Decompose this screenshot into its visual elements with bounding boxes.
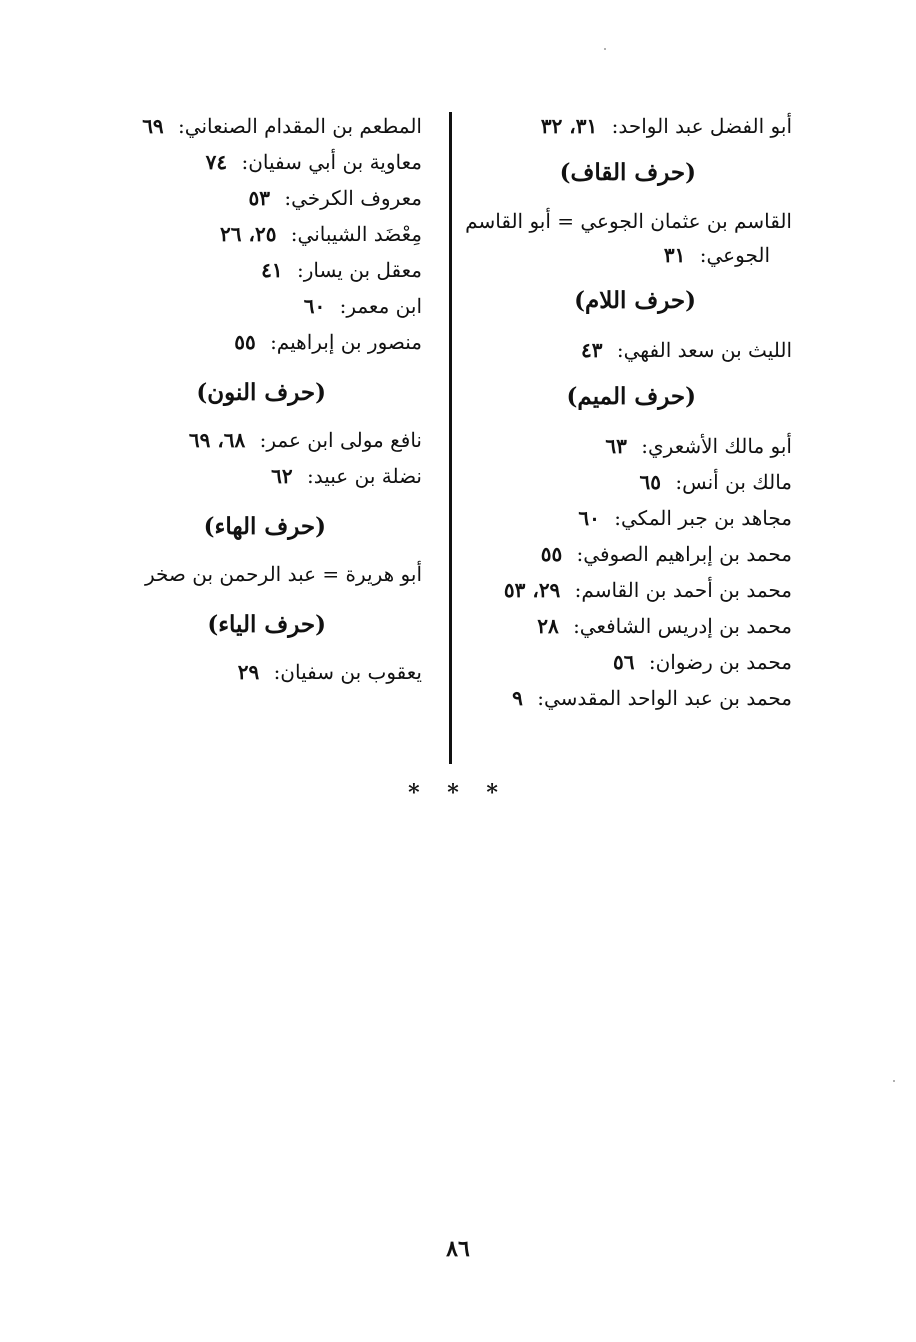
- index-entry: [452, 204, 792, 272]
- entry-pages: ٥٦: [613, 650, 635, 674]
- entry-pages: ٦٥: [639, 470, 662, 494]
- entry-name: أبو هريرة = عبد الرحمن بن صخر: [144, 562, 422, 586]
- entry-pages: ٩: [512, 686, 523, 710]
- entry-name: محمد بن إبراهيم الصوفي:: [576, 542, 792, 566]
- entry-pages: ٤٣: [581, 338, 603, 362]
- section-heading: (حرف الهاء): [203, 513, 326, 540]
- entry-name: منصور بن إبراهيم:: [270, 330, 422, 354]
- index-entry: [452, 464, 792, 500]
- index-entry: [82, 324, 422, 360]
- section-heading: (حرف الميم): [566, 383, 696, 410]
- entry-pages: ٥٥: [540, 542, 563, 566]
- entry-name: محمد بن عبد الواحد المقدسي:: [537, 686, 792, 710]
- column-divider: [449, 112, 452, 764]
- entry-pages: ٦٨، ٦٩: [188, 428, 246, 452]
- index-entry: [82, 458, 422, 494]
- section-separator: * * *: [408, 780, 508, 806]
- section-heading: (حرف اللام): [574, 287, 696, 314]
- index-column-right: [452, 108, 792, 716]
- index-entry: [452, 500, 792, 536]
- index-entry: [82, 180, 422, 216]
- scan-speck: [893, 1080, 895, 1082]
- index-entry: [452, 680, 792, 716]
- entry-pages: ٢٨: [537, 614, 559, 638]
- index-entry: [452, 572, 792, 608]
- index-entry: [82, 288, 422, 324]
- section-lam: [452, 286, 792, 368]
- index-column-left: [82, 108, 422, 690]
- index-entry: [452, 644, 792, 680]
- entry-pages: ٣١، ٣٢: [540, 114, 598, 138]
- entry-pages: ٢٩: [237, 660, 260, 684]
- scan-speck: [604, 48, 606, 50]
- index-entry: [82, 108, 422, 144]
- entry-name: مالك بن أنس:: [675, 470, 792, 494]
- entry-name: مجاهد بن جبر المكي:: [614, 506, 792, 530]
- index-entry: [452, 332, 792, 368]
- entry-name: الليث بن سعد الفهي:: [616, 338, 792, 362]
- entry-name: محمد بن أحمد بن القاسم:: [574, 578, 792, 602]
- index-entry: [452, 108, 792, 144]
- entry-name: الجوعي:: [699, 243, 770, 267]
- entry-name: محمد بن رضوان:: [648, 650, 792, 674]
- entry-pages: ٤١: [261, 258, 283, 282]
- section-heading: (حرف القاف): [559, 159, 696, 186]
- entry-pages: ٦٠: [303, 294, 326, 318]
- entry-pages: ٦٠: [578, 506, 600, 530]
- entry-name: نافع مولى ابن عمر:: [259, 428, 422, 452]
- index-entry: [452, 608, 792, 644]
- entry-pages: ٦٩: [142, 114, 164, 138]
- entry-name: محمد بن إدريس الشافعي:: [573, 614, 792, 638]
- entry-continuation: [452, 238, 792, 272]
- entry-pages: ٦٣: [605, 434, 627, 458]
- index-entry: [82, 422, 422, 458]
- entry-name: يعقوب بن سفيان:: [273, 660, 422, 684]
- entry-pages: ٧٤: [205, 150, 228, 174]
- section-nun: [82, 378, 422, 494]
- section-qaf: [452, 158, 792, 272]
- entry-name: مِعْضَد الشيباني:: [290, 222, 422, 246]
- index-entry: [82, 252, 422, 288]
- index-entry: [452, 428, 792, 464]
- entry-name: معقل بن يسار:: [296, 258, 422, 282]
- section-ya: [82, 610, 422, 690]
- entry-pages: ٢٩، ٥٣: [503, 578, 561, 602]
- entry-pages: ٥٣: [248, 186, 270, 210]
- index-entry: [82, 654, 422, 690]
- entry-name: معروف الكرخي:: [284, 186, 422, 210]
- entry-name: القاسم بن عثمان الجوعي = أبو القاسم: [465, 209, 792, 233]
- section-heading: (حرف النون): [196, 379, 326, 406]
- index-entry: [82, 216, 422, 252]
- entry-name: أبو مالك الأشعري:: [641, 434, 792, 458]
- index-entry: [82, 144, 422, 180]
- entry-name: نضلة بن عبيد:: [307, 464, 422, 488]
- page-number: ٨٦: [446, 1236, 470, 1262]
- section-ha: [82, 512, 422, 592]
- entry-name: معاوية بن أبي سفيان:: [241, 150, 422, 174]
- entry-name: ابن معمر:: [339, 294, 422, 318]
- entry-pages: ٦٢: [271, 464, 293, 488]
- entry-name: المطعم بن المقدام الصنعاني:: [178, 114, 422, 138]
- entry-pages: ٥٥: [234, 330, 256, 354]
- section-mim: [452, 382, 792, 716]
- index-entry: [82, 556, 422, 592]
- index-entry: [452, 536, 792, 572]
- entry-pages: ٣١: [663, 243, 686, 267]
- section-heading: (حرف الياء): [207, 611, 326, 638]
- entry-pages: ٢٥، ٢٦: [220, 222, 277, 246]
- entry-name: أبو الفضل عبد الواحد:: [611, 114, 792, 138]
